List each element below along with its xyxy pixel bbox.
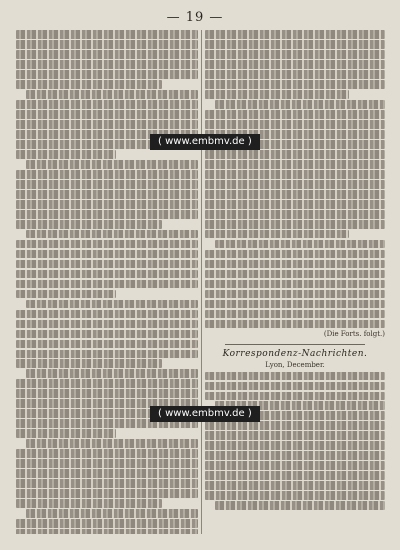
text-line [16, 100, 198, 109]
text-line [16, 180, 198, 189]
text-line [205, 70, 385, 79]
text-line [205, 382, 385, 391]
right-column-text-lines-top [205, 30, 385, 328]
text-line [205, 60, 385, 69]
text-line [205, 110, 385, 119]
continuation-note: (Die Forts. folgt.) [323, 329, 385, 338]
text-line [16, 80, 162, 89]
text-line [205, 50, 385, 59]
text-line [205, 190, 385, 199]
text-line [205, 290, 385, 299]
text-line [16, 479, 198, 488]
text-line [205, 431, 385, 440]
text-line [16, 389, 198, 398]
text-line [16, 220, 162, 229]
text-line [205, 210, 385, 219]
text-line [205, 120, 385, 129]
text-line [16, 150, 116, 159]
text-line [16, 290, 116, 299]
text-line [205, 170, 385, 179]
text-line [205, 220, 385, 229]
text-line [205, 320, 385, 329]
text-line [26, 230, 198, 239]
section-divider [225, 344, 365, 345]
text-line [205, 80, 385, 89]
text-line [215, 240, 385, 249]
text-line [16, 50, 198, 59]
text-line [205, 421, 385, 430]
text-line [16, 459, 198, 468]
text-line [205, 160, 385, 169]
text-line [16, 330, 198, 339]
text-line [26, 300, 198, 309]
text-line [16, 120, 198, 129]
text-line [205, 280, 385, 289]
text-line [16, 350, 198, 359]
text-line [16, 310, 198, 319]
text-line [16, 240, 198, 249]
text-line [16, 489, 198, 498]
text-line [205, 372, 385, 381]
text-line [26, 90, 198, 99]
watermark-banner-top: ( www.embmv.de ) [150, 134, 260, 150]
right-text-column [205, 30, 385, 534]
text-line [205, 461, 385, 470]
text-line [205, 451, 385, 460]
text-line [16, 529, 198, 534]
text-line [205, 90, 349, 99]
text-line [16, 30, 198, 39]
text-line [205, 441, 385, 450]
text-line [16, 110, 198, 119]
text-line [16, 40, 198, 49]
text-line [205, 481, 385, 490]
text-line [16, 379, 198, 388]
section-heading: Korrespondenz-Nachrichten. [222, 348, 368, 359]
text-line [16, 469, 198, 478]
text-line [16, 260, 198, 269]
text-line [26, 439, 198, 448]
text-line [26, 369, 198, 378]
column-divider [201, 30, 202, 534]
text-line [16, 340, 198, 349]
text-line [205, 260, 385, 269]
text-line [16, 190, 198, 199]
right-column-text-lines-bottom [205, 372, 385, 511]
text-line [205, 200, 385, 209]
text-line [16, 359, 162, 368]
text-line [16, 270, 198, 279]
text-line [205, 150, 385, 159]
left-column-text-lines [16, 30, 198, 534]
text-line [16, 320, 198, 329]
text-line [16, 200, 198, 209]
left-text-column [16, 30, 198, 534]
text-line [205, 230, 349, 239]
text-line [16, 429, 116, 438]
text-line [205, 300, 385, 309]
text-line [205, 491, 385, 500]
text-line [205, 250, 385, 259]
watermark-banner-bottom: ( www.embmv.de ) [150, 406, 260, 422]
text-line [16, 250, 198, 259]
text-line [215, 501, 385, 510]
text-line [16, 60, 198, 69]
text-line [205, 30, 385, 39]
text-line [205, 392, 385, 401]
text-line [16, 280, 198, 289]
text-line [26, 509, 198, 518]
text-line [205, 270, 385, 279]
text-line [16, 170, 198, 179]
text-line [205, 180, 385, 189]
section-dateline: Lyon, December. [265, 360, 325, 369]
text-line [26, 160, 198, 169]
text-line [16, 519, 198, 528]
text-line [205, 40, 385, 49]
text-line [16, 499, 162, 508]
text-line [16, 449, 198, 458]
text-line [205, 471, 385, 480]
text-line [16, 210, 198, 219]
text-line [215, 100, 385, 109]
page-number: — 19 — [166, 10, 224, 25]
text-line [16, 70, 198, 79]
text-line [205, 310, 385, 319]
